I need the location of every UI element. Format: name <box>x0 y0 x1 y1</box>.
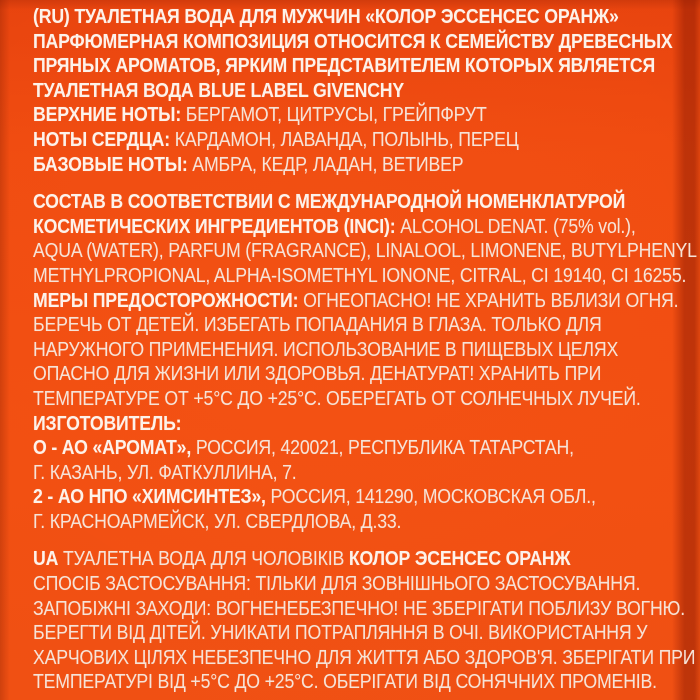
label-line <box>33 264 687 289</box>
label-line <box>33 646 696 671</box>
label-line <box>33 461 606 486</box>
label-text: ALCOHOL DENAT. (75% vol.), <box>395 215 636 238</box>
label-text: БЕРЕЧЬ ОТ ДЕТЕЙ. ИЗБЕГАТЬ ПОПАДАНИЯ В ГЛАЗА. ТОЛЬКО ДЛЯ <box>33 314 602 337</box>
label-line <box>33 412 606 437</box>
label-text-bold: ПАРФЮМЕРНАЯ КОМПОЗИЦИЯ ОТНОСИТСЯ К СЕМЕЙСТВУ ДРЕВЕСНЫХ <box>33 30 673 53</box>
label-text: БЕРГАМОТ, ЦИТРУСЫ, ГРЕЙПФРУТ <box>181 104 487 127</box>
label-line <box>33 153 606 178</box>
label-text: ТЕМПЕРАТУРІ ВІД +5°С ДО +25°С. ОБЕРІГАТИ ВІД СОНЯЧНИХ ПРОМЕНІВ. <box>33 671 657 694</box>
label-text-bold: НОТЫ СЕРДЦА: <box>33 128 170 151</box>
label-text: ОПАСНО ДЛЯ ЖИЗНИ ИЛИ ЗДОРОВЬЯ. ДЕНАТУРАТ! ХРАНИТЬ ПРИ <box>33 363 602 386</box>
label-line <box>33 54 656 79</box>
label-line <box>33 510 606 535</box>
label-text: НАРУЖНОГО ПРИМЕНЕНИЯ. ИСПОЛЬЗОВАНИЕ В ПИЩЕВЫХ ЦЕЛЯХ <box>33 338 619 361</box>
label-text: ТЕМПЕРАТУРЕ ОТ +5°С ДО +25°С. ОБЕРЕГАТЬ ОТ СОЛНЕЧНЫХ ЛУЧЕЙ. <box>33 387 641 410</box>
label-line <box>33 621 648 646</box>
label-text-bold: СОСТАВ В СООТВЕТСТВИИ С МЕЖДУНАРОДНОЙ НОМЕНКЛАТУРОЙ <box>33 191 626 214</box>
label-text-bold: КОСМЕТИЧЕСКИХ ИНГРЕДИЕНТОВ (INCI): <box>33 215 396 238</box>
label-text-bold: О - АО «АРОМАТ», <box>33 437 192 460</box>
label-section-ru-composition-precautions-manufacturer <box>33 190 697 534</box>
label-line <box>33 362 606 387</box>
label-line <box>33 670 657 695</box>
label-line <box>33 5 619 30</box>
label-text-block <box>33 5 697 695</box>
label-text: Г. КАЗАНЬ, УЛ. ФАТКУЛЛИНА, 7. <box>33 461 297 484</box>
label-text-bold: МЕРЫ ПРЕДОСТОРОЖНОСТИ: <box>33 289 299 312</box>
label-line <box>33 547 606 572</box>
label-text-bold: (RU) ТУАЛЕТНАЯ ВОДА ДЛЯ МУЖЧИН «КОЛОР ЭССЕНСЕС ОРАНЖ» <box>33 6 619 28</box>
label-text: Г. КРАСНОАРМЕЙСК, УЛ. СВЕРДЛОВА, Д.33. <box>33 510 402 533</box>
label-text: ЗАПОБІЖНІ ЗАХОДИ: ВОГНЕНЕБЕЗПЕЧНО! НЕ ЗБЕРІГАТИ ПОБЛИЗУ ВОГНЮ. <box>33 597 685 620</box>
label-line <box>33 387 641 412</box>
label-text: ОГНЕОПАСНО! НЕ ХРАНИТЬ ВБЛИЗИ ОГНЯ. <box>298 289 679 312</box>
label-line <box>33 313 606 338</box>
label-text-bold: КОЛОР ЭСЕНСЕС ОРАНЖ <box>348 548 571 571</box>
label-section-ua-description-precautions <box>33 547 696 695</box>
label-text: СПОСІБ ЗАСТОСУВАННЯ: ТІЛЬКИ ДЛЯ ЗОВНІШНЬОГО ЗАСТОСУВАННЯ. <box>33 573 641 596</box>
label-line <box>33 215 636 240</box>
label-text: РОССИЯ, 420021, РЕСПУБЛИКА ТАТАРСТАН, <box>191 437 574 460</box>
label-text-bold: БАЗОВЫЕ НОТЫ: <box>33 153 188 176</box>
label-line <box>33 572 641 597</box>
label-text-bold: ВЕРХНИЕ НОТЫ: <box>33 104 182 127</box>
label-text: КАРДАМОН, ЛАВАНДА, ПОЛЫНЬ, ПЕРЕЦ <box>169 128 519 151</box>
label-line <box>33 30 673 55</box>
label-text: METHYLPROPIONAL, ALPHA-ISOMETHYL IONONE, CITRAL, CI 19140, CI 16255. <box>33 264 687 287</box>
label-line <box>33 103 606 128</box>
label-text-bold: ПРЯНЫХ АРОМАТОВ, ЯРКИМ ПРЕДСТАВИТЕЛЕМ КОТОРЫХ ЯВЛЯЕТСЯ <box>33 55 656 78</box>
label-line <box>33 128 606 153</box>
label-text: АМБРА, КЕДР, ЛАДАН, ВЕТИВЕР <box>187 153 464 176</box>
label-text: БЕРЕГТИ ВІД ДІТЕЙ. УНИКАТИ ПОТРАПЛЯННЯ В ОЧІ. ВИКОРИСТАННЯ У <box>33 622 648 645</box>
label-line <box>33 79 606 104</box>
label-text-bold: UA <box>33 548 59 571</box>
label-text-bold: ТУАЛЕТНАЯ ВОДА BLUE LABEL GIVENCHY <box>33 79 405 102</box>
label-text-bold: ИЗГОТОВИТЕЛЬ: <box>33 412 182 435</box>
label-line <box>33 289 679 314</box>
label-text-bold: 2 - АО НПО «ХИМСИНТЕЗ», <box>33 486 266 509</box>
label-text: РОССИЯ, 141290, МОСКОВСКАЯ ОБЛ., <box>265 486 596 509</box>
label-line <box>33 239 697 264</box>
label-line <box>33 485 606 510</box>
label-text: AQUA (WATER), PARFUM (FRAGRANCE), LINALOOL, LIMONENE, BUTYLPHENYL <box>33 240 697 263</box>
label-text: ХАРЧОВИХ ЦІЛЯХ НЕБЕЗПЕЧНО ДЛЯ ЖИТТЯ АБО ЗДОРОВ'Я. ЗБЕРІГАТИ ПРИ <box>33 646 696 669</box>
label-text: ТУАЛЕТНА ВОДА ДЛЯ ЧОЛОВІКІВ <box>58 548 349 571</box>
label-line <box>33 597 685 622</box>
label-section-ru-fragrance-description <box>33 5 680 177</box>
label-line <box>33 338 619 363</box>
label-line <box>33 190 626 215</box>
label-line <box>33 436 606 461</box>
